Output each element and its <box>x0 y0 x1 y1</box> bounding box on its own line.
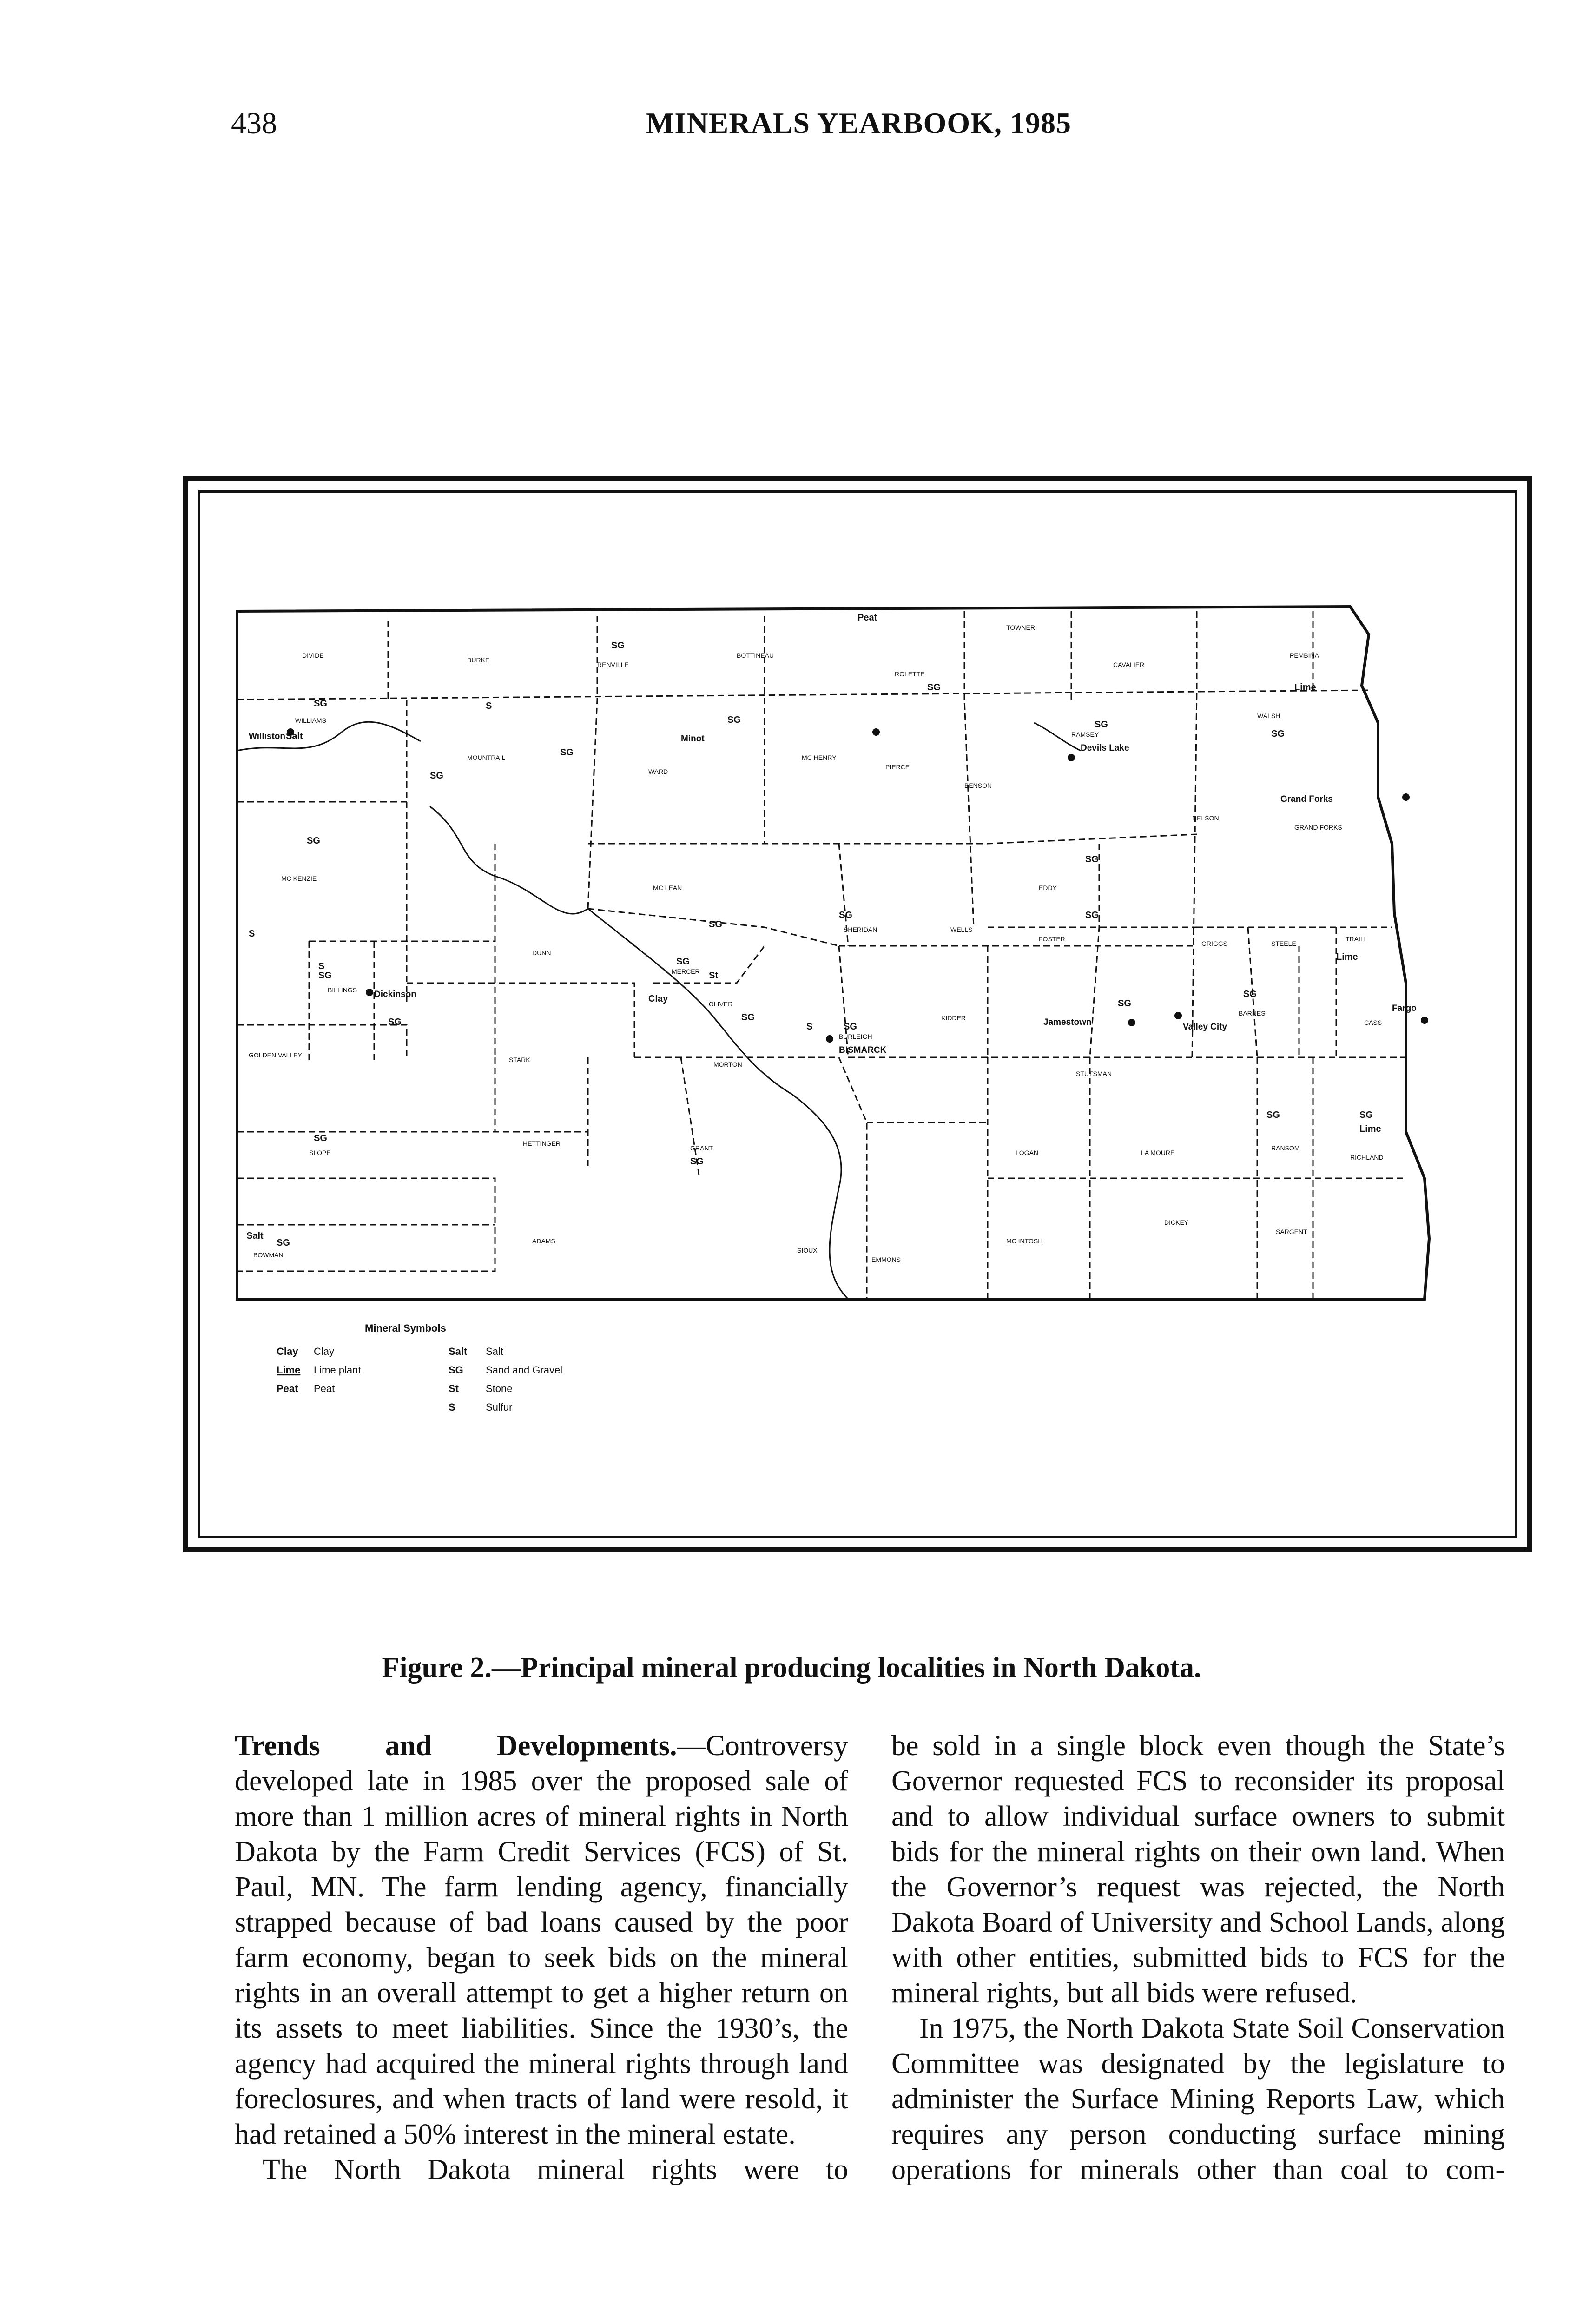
legend-code: Lime <box>277 1364 301 1376</box>
county-label: BILLINGS <box>328 986 357 994</box>
city-label: Fargo <box>1392 1004 1417 1013</box>
county-label: DIVIDE <box>302 652 324 659</box>
paragraph <box>235 1728 848 2152</box>
legend-label: Clay <box>314 1346 335 1357</box>
county-label: BENSON <box>964 782 992 789</box>
county-label: MOUNTRAIL <box>467 754 506 761</box>
county-label: KIDDER <box>941 1014 966 1022</box>
mineral-symbol: SG <box>727 715 741 725</box>
mineral-symbol: SG <box>1243 989 1257 999</box>
county-label: HETTINGER <box>523 1140 561 1147</box>
mineral-symbol: SG <box>430 771 443 781</box>
mineral-symbol: SG <box>388 1017 402 1027</box>
county-label: GRAND FORKS <box>1294 824 1342 831</box>
county-label: PEMBINA <box>1290 652 1319 659</box>
run-in-heading: Trends and Developments. <box>235 1730 677 1762</box>
county-label: WALSH <box>1257 712 1280 720</box>
mineral-symbol: S <box>318 961 325 971</box>
county-label: NELSON <box>1192 814 1219 822</box>
county-label: STEELE <box>1271 940 1296 947</box>
mineral-symbol: SG <box>690 1156 704 1167</box>
county-label: BURLEIGH <box>839 1033 872 1040</box>
county-label: EMMONS <box>871 1256 901 1263</box>
city-label: Grand Forks <box>1280 794 1333 804</box>
county-label: BOWMAN <box>253 1251 284 1259</box>
mineral-symbol: SG <box>277 1238 290 1248</box>
county-label: BURKE <box>467 656 490 664</box>
city-label: Valley City <box>1183 1022 1227 1032</box>
city-label: Williston <box>249 732 285 741</box>
mineral-symbol: SG <box>927 682 941 693</box>
legend-code: Clay <box>277 1346 298 1357</box>
county-label: TOWNER <box>1006 624 1035 631</box>
county-label: GRIGGS <box>1201 940 1228 947</box>
mineral-symbol: SG <box>314 699 327 709</box>
legend-code: SG <box>449 1364 463 1376</box>
county-label: WELLS <box>950 926 973 933</box>
legend-label: Salt <box>486 1346 503 1357</box>
county-label: GRANT <box>690 1144 713 1152</box>
mineral-symbol: SG <box>1359 1110 1373 1120</box>
page-number: 438 <box>231 106 277 140</box>
county-label: RANSOM <box>1271 1144 1300 1152</box>
mineral-symbol: Salt <box>246 1231 264 1241</box>
body-column-left <box>235 1728 848 2187</box>
mineral-symbol: SG <box>1085 910 1099 920</box>
city-label: Jamestown <box>1043 1017 1092 1027</box>
county-label: STUTSMAN <box>1076 1070 1112 1077</box>
county-label: CASS <box>1364 1019 1382 1026</box>
county-label: LOGAN <box>1016 1149 1039 1156</box>
county-label: LA MOURE <box>1141 1149 1175 1156</box>
legend-label: Peat <box>314 1383 335 1394</box>
legend-code: Salt <box>449 1346 468 1357</box>
paragraph: be sold in a single block even though the State’s Governor requested FCS to reconsider its proposal and to allow individual surface owners to submit bids for the mineral rights on their own land. When the Governor’s request was rejected, the North Dakota Board of University and School Lands, along with other entities, submitted bids to FCS for the mineral rights, but all bids were refused. <box>891 1730 1505 2009</box>
county-label: SHERIDAN <box>844 926 877 933</box>
city-dots <box>287 728 1428 1043</box>
mineral-symbol: S <box>806 1022 813 1032</box>
legend-label: Lime plant <box>314 1364 361 1376</box>
body-column-right <box>891 1728 1505 2187</box>
mineral-symbol: SG <box>676 957 690 967</box>
county-label: EDDY <box>1039 884 1057 891</box>
city-label: Dickinson <box>374 990 416 999</box>
legend-code: St <box>449 1383 459 1394</box>
county-label: MERCER <box>672 968 700 975</box>
county-label: DUNN <box>532 949 551 957</box>
county-label: SLOPE <box>309 1149 331 1156</box>
legend-code: S <box>449 1401 455 1413</box>
county-label: RAMSEY <box>1071 731 1099 738</box>
county-label: OLIVER <box>709 1000 733 1008</box>
county-boundaries <box>237 611 1406 1299</box>
county-label: PIERCE <box>885 763 910 771</box>
mineral-symbol: SG <box>611 640 625 651</box>
mineral-symbol: Clay <box>648 994 668 1004</box>
mineral-symbol: SG <box>1095 720 1108 730</box>
mineral-symbol: SG <box>839 910 852 920</box>
mineral-symbol: SG <box>844 1022 857 1032</box>
city-label: Minot <box>681 734 705 744</box>
mineral-symbol: SG <box>1266 1110 1280 1120</box>
paragraph: The North Dakota mineral rights were to <box>263 2154 848 2185</box>
county-label: BARNES <box>1239 1010 1266 1017</box>
county-label: MC LEAN <box>653 884 682 891</box>
county-label: MC INTOSH <box>1006 1237 1043 1245</box>
mineral-symbol: SG <box>709 919 722 930</box>
mineral-symbol: S <box>486 701 492 711</box>
running-head: MINERALS YEARBOOK, 1985 <box>646 106 1071 139</box>
mineral-symbol: Lime <box>1336 952 1358 962</box>
city-label: Devils Lake <box>1081 743 1129 753</box>
mineral-symbol: SG <box>560 747 574 758</box>
mineral-symbol: SG <box>741 1012 755 1023</box>
county-label: DICKEY <box>1164 1219 1189 1226</box>
county-label: SIOUX <box>797 1247 818 1254</box>
county-label: RICHLAND <box>1350 1154 1384 1161</box>
county-label: GOLDEN VALLEY <box>249 1051 302 1059</box>
legend-code: Peat <box>277 1383 298 1394</box>
figure-frame <box>183 476 1532 1552</box>
county-label: BOTTINEAU <box>737 652 774 659</box>
legend-title: Mineral Symbols <box>365 1322 446 1334</box>
county-label: RENVILLE <box>597 661 629 668</box>
county-label: MC KENZIE <box>281 875 317 882</box>
legend-label: Sand and Gravel <box>486 1364 563 1376</box>
county-label: TRAILL <box>1346 935 1368 943</box>
mineral-symbol: SG <box>1271 729 1285 739</box>
county-label: ADAMS <box>532 1237 555 1245</box>
mineral-symbol: SG <box>1085 854 1099 865</box>
mineral-symbol: St <box>709 971 718 981</box>
mineral-symbol: SG <box>318 971 332 981</box>
legend-label: Stone <box>486 1383 513 1394</box>
figure-caption: Figure 2.—Principal mineral producing localities in North Dakota. <box>382 1652 1201 1684</box>
legend-label: Sulfur <box>486 1401 513 1413</box>
mineral-symbol: Peat <box>857 613 877 623</box>
mineral-symbol: Lime <box>1359 1124 1381 1134</box>
county-label: ROLETTE <box>895 670 925 678</box>
paragraph-text: —Controversy developed late in 1985 over the proposed sale of more than 1 million acres of mineral rights in North Dakota by the Farm Credit Services (FCS) of St. Paul, MN. The farm lending agency, financially strapped because of bad loans caused by the poor farm economy, began to seek bids on the mineral rights in an overall attempt to get a higher return on its assets to meet liabilities. Since the 1930’s, the agency had acquired the mineral rights through land foreclosures, and when tracts of land were resold, it had retained a 50% interest in the mineral estate. <box>235 1730 848 2150</box>
county-label: MC HENRY <box>802 754 837 761</box>
mineral-symbol: SG <box>314 1133 327 1143</box>
county-label: STARK <box>509 1056 530 1063</box>
city-label: BISMARCK <box>839 1045 887 1055</box>
county-label: FOSTER <box>1039 935 1065 943</box>
county-label: WARD <box>648 768 668 775</box>
mineral-symbol: SG <box>1118 998 1131 1009</box>
county-label: SARGENT <box>1276 1228 1307 1235</box>
county-label: WILLIAMS <box>295 717 326 724</box>
mineral-symbol: S <box>249 929 255 939</box>
county-label: CAVALIER <box>1113 661 1145 668</box>
mineral-symbol: SG <box>307 836 320 846</box>
river-lines <box>237 722 1081 1299</box>
north-dakota-map <box>188 481 1527 1547</box>
county-label: MORTON <box>713 1061 742 1068</box>
mineral-symbol: Salt <box>286 731 303 741</box>
mineral-symbol: Lime <box>1294 682 1316 693</box>
paragraph: In 1975, the North Dakota State Soil Conservation Committee was designated by the legislature to administer the Surface Mining Reports Law, which requires any person conducting surface mining operations for minerals other than coal to com- <box>891 2013 1505 2185</box>
